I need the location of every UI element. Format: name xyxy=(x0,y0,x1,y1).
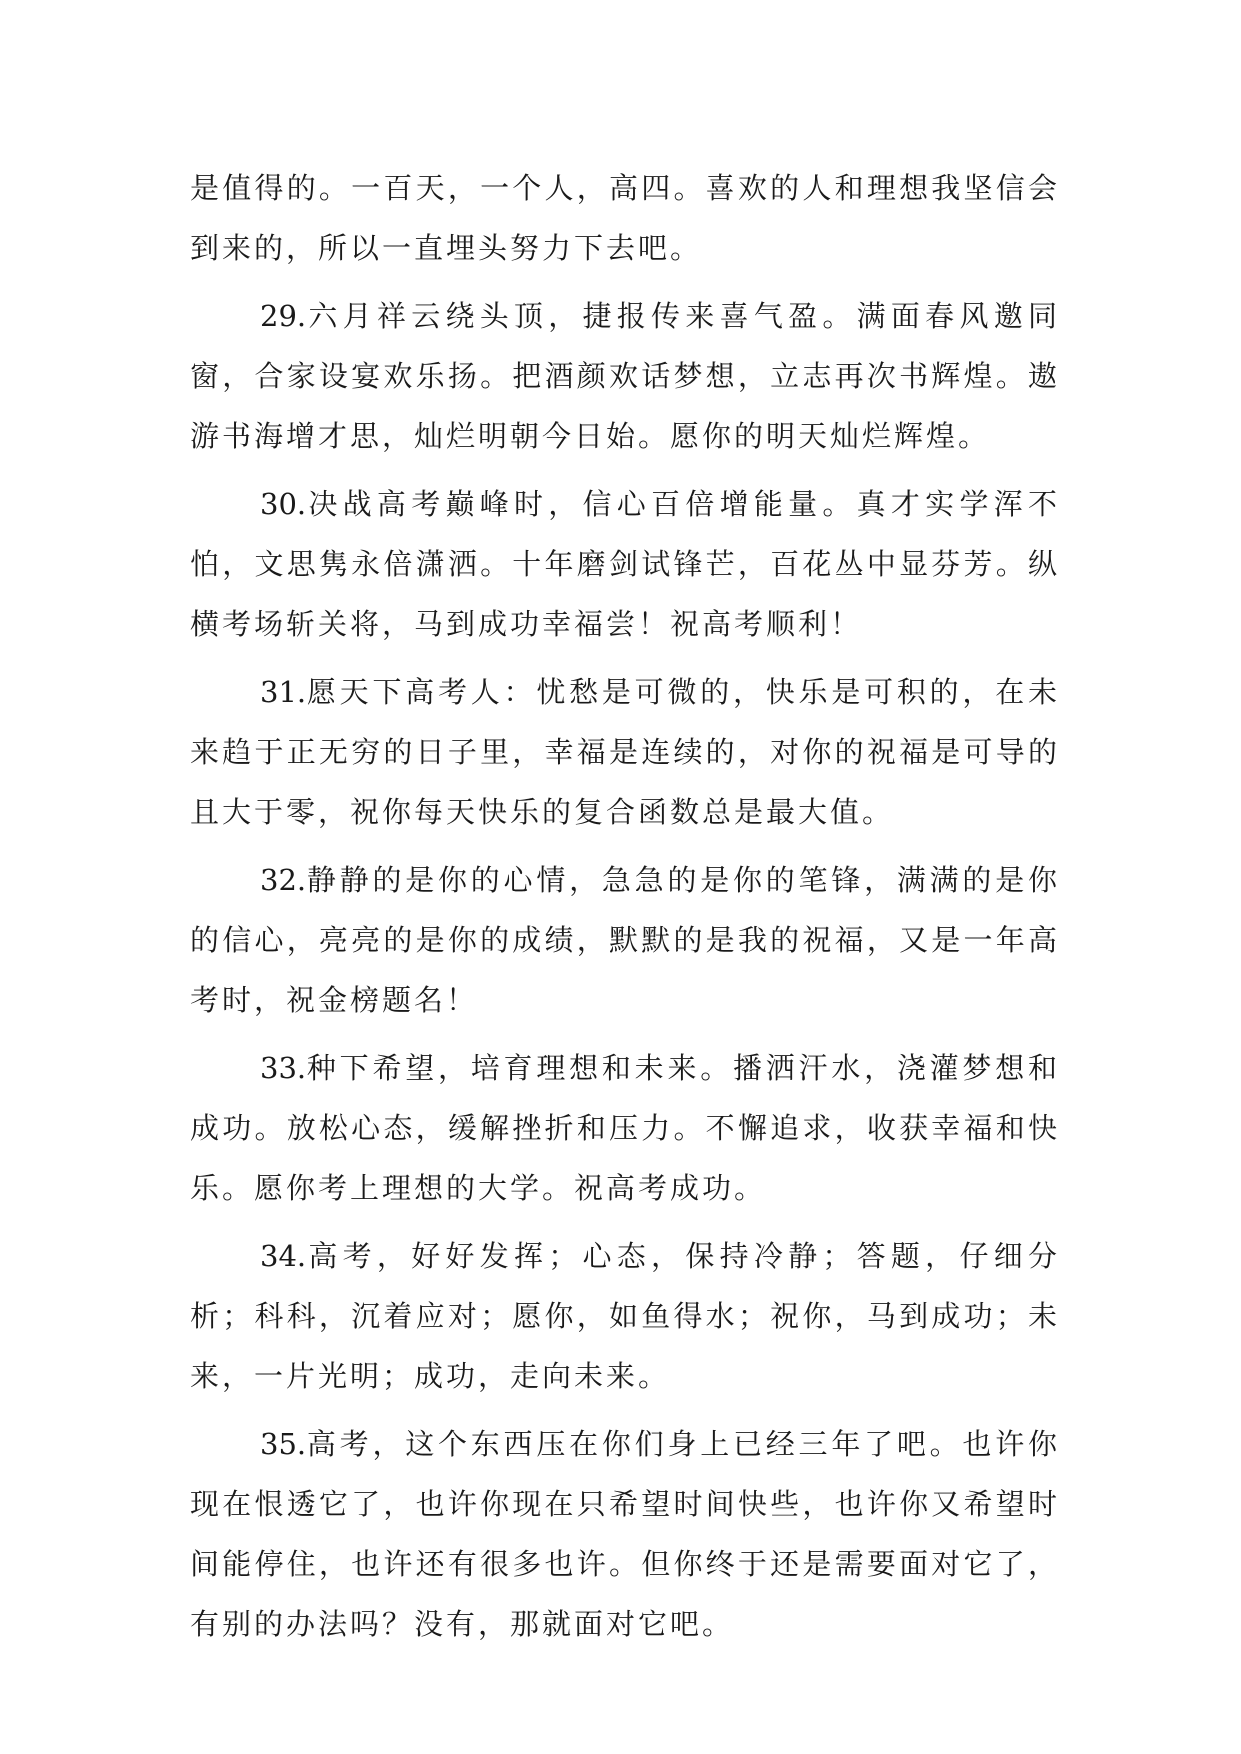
paragraph-34 xyxy=(190,1226,1060,1406)
paragraph-number: 34. xyxy=(260,1239,307,1273)
paragraph-30 xyxy=(190,474,1060,654)
paragraph-text: 高考，这个东西压在你们身上已经三年了吧。也许你现在恨透它了，也许你现在只希望时间快些，也许你又希望时间能停住，也许还有很多也许。但你终于还是需要面对它了，有别的办法吗？没有，那就面对它吧。 xyxy=(190,1427,1060,1641)
paragraph-32 xyxy=(190,850,1060,1030)
paragraph-number: 30. xyxy=(260,487,307,521)
paragraph-continued xyxy=(190,158,1060,278)
paragraph-text: 决战高考巅峰时，信心百倍增能量。真才实学浑不怕，文思隽永倍潇洒。十年磨剑试锋芒，百花丛中显芬芳。纵横考场斩关将，马到成功幸福尝！祝高考顺利！ xyxy=(190,487,1060,641)
paragraph-number: 29. xyxy=(260,299,307,333)
paragraph-number: 32. xyxy=(260,863,307,897)
paragraph-text: 愿天下高考人：忧愁是可微的，快乐是可积的，在未来趋于正无穷的日子里，幸福是连续的，对你的祝福是可导的且大于零，祝你每天快乐的复合函数总是最大值。 xyxy=(190,675,1060,829)
paragraph-text: 是值得的。一百天，一个人，高四。喜欢的人和理想我坚信会到来的，所以一直埋头努力下去吧。 xyxy=(190,171,1060,265)
paragraph-29 xyxy=(190,286,1060,466)
paragraph-text: 静静的是你的心情，急急的是你的笔锋，满满的是你的信心，亮亮的是你的成绩，默默的是我的祝福，又是一年高考时，祝金榜题名！ xyxy=(190,863,1060,1017)
paragraph-text: 种下希望，培育理想和未来。播洒汗水，浇灌梦想和成功。放松心态，缓解挫折和压力。不懈追求，收获幸福和快乐。愿你考上理想的大学。祝高考成功。 xyxy=(190,1051,1060,1205)
paragraph-number: 33. xyxy=(260,1051,307,1085)
paragraph-31 xyxy=(190,662,1060,842)
paragraph-35 xyxy=(190,1414,1060,1654)
document-page xyxy=(190,158,1060,1662)
paragraph-text: 高考，好好发挥；心态，保持冷静；答题，仔细分析；科科，沉着应对；愿你，如鱼得水；祝你，马到成功；未来，一片光明；成功，走向未来。 xyxy=(190,1239,1060,1393)
paragraph-number: 31. xyxy=(260,675,307,709)
paragraph-text: 六月祥云绕头顶，捷报传来喜气盈。满面春风邀同窗，合家设宴欢乐扬。把酒颜欢话梦想，立志再次书辉煌。遨游书海增才思，灿烂明朝今日始。愿你的明天灿烂辉煌。 xyxy=(190,299,1060,453)
paragraph-33 xyxy=(190,1038,1060,1218)
paragraph-number: 35. xyxy=(260,1427,307,1461)
